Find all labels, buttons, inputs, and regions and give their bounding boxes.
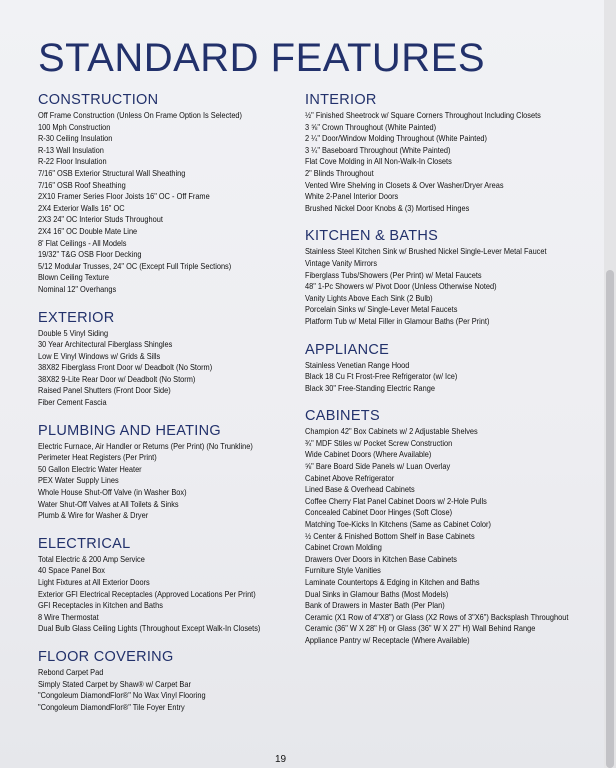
- feature-item: 2X4 Exterior Walls 16" OC: [38, 202, 125, 213]
- feature-item: Vanity Lights Above Each Sink (2 Bulb): [305, 292, 433, 303]
- section-exterior: [38, 310, 303, 409]
- feature-item: Cabinet Crown Molding: [305, 542, 382, 553]
- feature-item: "Congoleum DiamondFlor®" Tile Foyer Entry: [38, 701, 185, 712]
- feature-item: Water Shut-Off Valves at All Toilets & Sinks: [38, 498, 179, 509]
- section-heading: PLUMBING AND HEATING: [38, 422, 221, 439]
- feature-item: 40 Space Panel Box: [38, 565, 105, 576]
- feature-item: ¾" MDF Stiles w/ Pocket Screw Construction: [305, 437, 453, 448]
- feature-item: 19/32" T&G OSB Floor Decking: [38, 249, 142, 260]
- feature-item: Nominal 12" Overhangs: [38, 283, 117, 294]
- section-electrical: [38, 536, 303, 635]
- feature-item: Off Frame Construction (Unless On Frame Option Is Selected): [38, 110, 243, 120]
- section-heading: EXTERIOR: [38, 309, 115, 326]
- feature-list: [38, 441, 303, 522]
- feature-item: Lined Base & Overhead Cabinets: [305, 484, 415, 495]
- feature-item: Matching Toe-Kicks In Kitchens (Same as Cabinet Color): [305, 519, 491, 530]
- feature-item: 2 ¼" Door/Window Molding Throughout (White Painted): [305, 133, 488, 144]
- feature-item: 2" Blinds Throughout: [305, 167, 374, 178]
- feature-item: Fiber Cement Fascia: [38, 397, 107, 408]
- feature-item: ⅝" Bare Board Side Panels w/ Luan Overlay: [305, 461, 451, 472]
- feature-item: Laminate Countertops & Edging in Kitchen and Baths: [305, 577, 480, 587]
- feature-item: 38X82 Fiberglass Front Door w/ Deadbolt (No Storm): [38, 362, 213, 373]
- feature-item: Coffee Cherry Flat Panel Cabinet Doors w/ 2-Hole Pulls: [305, 495, 487, 506]
- feature-item: ½" Finished Sheetrock w/ Square Corners Throughout Including Closets: [305, 110, 541, 120]
- feature-item: 8 Wire Thermostat: [38, 611, 99, 622]
- feature-item: Plumb & Wire for Washer & Dryer: [38, 510, 149, 521]
- feature-item: Ceramic (X1 Row of 4"X8") or Glass (X2 Rows of 3"X6") Backsplash Throughout: [305, 611, 569, 622]
- feature-list: [38, 554, 303, 635]
- section-heading: APPLIANCE: [305, 341, 390, 358]
- feature-item: Platform Tub w/ Metal Filler in Glamour Baths (Per Print): [305, 315, 490, 326]
- feature-item: Brushed Nickel Door Knobs & (3) Mortised Hinges: [305, 202, 470, 213]
- section-heading: CABINETS: [305, 408, 380, 425]
- feature-item: Stainless Venetian Range Hood: [305, 359, 410, 370]
- feature-item: Light Fixtures at All Exterior Doors: [38, 577, 150, 587]
- section-cabinets: [305, 408, 595, 646]
- section-heading: FLOOR COVERING: [38, 648, 174, 665]
- feature-item: 30 Year Architectural Fiberglass Shingles: [38, 339, 173, 350]
- feature-item: 2X10 Framer Series Floor Joists 16" OC - Off Frame: [38, 191, 210, 202]
- feature-item: Ceramic (36" W X 28" H) or Glass (36" W X 27" H) Wall Behind Range: [305, 623, 536, 634]
- feature-item: ½ Center & Finished Bottom Shelf in Base Cabinets: [305, 530, 475, 541]
- feature-item: Champion 42" Box Cabinets w/ 2 Adjustable Shelves: [305, 426, 478, 437]
- left-column: [38, 92, 303, 727]
- feature-item: Appliance Pantry w/ Receptacle (Where Available): [305, 634, 470, 645]
- feature-item: Bank of Drawers in Master Bath (Per Plan): [305, 600, 445, 611]
- page-title: STANDARD FEATURES: [38, 36, 486, 80]
- feature-list: [38, 110, 303, 296]
- feature-item: R-30 Ceiling Insulation: [38, 133, 113, 144]
- feature-list: [305, 360, 595, 395]
- section-kitchen-baths: [305, 228, 595, 327]
- feature-list: [305, 246, 595, 327]
- section-floor-covering: [38, 649, 303, 713]
- feature-item: Simply Stated Carpet by Shaw® w/ Carpet Bar: [38, 678, 191, 689]
- feature-item: "Congoleum DiamondFlor®" No Wax Vinyl Flooring: [38, 690, 206, 701]
- feature-item: Drawers Over Doors in Kitchen Base Cabinets: [305, 553, 457, 564]
- section-construction: [38, 92, 303, 296]
- feature-item: Stainless Steel Kitchen Sink w/ Brushed Nickel Single-Lever Metal Faucet: [305, 246, 547, 257]
- vertical-scrollbar[interactable]: [604, 0, 616, 768]
- feature-item: Black 18 Cu Ft Frost-Free Refrigerator (w/ Ice): [305, 371, 458, 382]
- feature-item: R-13 Wall Insulation: [38, 144, 104, 155]
- section-heading: ELECTRICAL: [38, 535, 131, 552]
- section-plumbing-and-heating: [38, 423, 303, 522]
- feature-item: Wide Cabinet Doors (Where Available): [305, 449, 432, 460]
- feature-item: Vintage Vanity Mirrors: [305, 257, 378, 268]
- feature-item: 5/12 Modular Trusses, 24" OC (Except Full Triple Sections): [38, 260, 232, 271]
- feature-item: PEX Water Supply Lines: [38, 475, 119, 486]
- feature-item: 50 Gallon Electric Water Heater: [38, 463, 142, 474]
- feature-item: Dual Bulb Glass Ceiling Lights (Throughout Except Walk-In Closets): [38, 623, 261, 634]
- feature-item: Rebond Carpet Pad: [38, 666, 104, 677]
- feature-item: 48" 1-Pc Showers w/ Pivot Door (Unless Otherwise Noted): [305, 281, 497, 292]
- feature-item: 2X3 24" OC Interior Studs Throughout: [38, 214, 163, 225]
- feature-item: GFI Receptacles in Kitchen and Baths: [38, 600, 163, 611]
- feature-item: White 2-Panel Interior Doors: [305, 191, 399, 202]
- feature-item: Electric Furnace, Air Handler or Returns (Per Print) (No Trunkline): [38, 440, 253, 451]
- feature-item: Black 30" Free-Standing Electric Range: [305, 382, 435, 393]
- feature-list: [305, 426, 595, 646]
- section-interior: [305, 92, 595, 214]
- section-appliance: [305, 342, 595, 395]
- feature-item: 3 ¼" Baseboard Throughout (White Painted): [305, 144, 451, 155]
- section-heading: KITCHEN & BATHS: [305, 228, 439, 245]
- scrollbar-thumb[interactable]: [606, 270, 614, 768]
- page-number: 19: [275, 754, 287, 765]
- feature-item: Exterior GFI Electrical Receptacles (Approved Locations Per Print): [38, 588, 256, 599]
- feature-item: 2X4 16" OC Double Mate Line: [38, 225, 138, 236]
- feature-item: Flat Cove Molding in All Non-Walk-In Closets: [305, 156, 452, 167]
- feature-item: 3 ⅝" Crown Throughout (White Painted): [305, 121, 437, 132]
- feature-item: Double 5 Vinyl Siding: [38, 327, 109, 338]
- feature-item: 7/16" OSB Exterior Structural Wall Sheathing: [38, 167, 186, 178]
- feature-item: Total Electric & 200 Amp Service: [38, 553, 145, 564]
- feature-item: 8' Flat Ceilings - All Models: [38, 237, 127, 248]
- feature-item: Fiberglass Tubs/Showers (Per Print) w/ Metal Faucets: [305, 269, 482, 280]
- feature-item: Raised Panel Shutters (Front Door Side): [38, 385, 171, 396]
- feature-item: 100 Mph Construction: [38, 121, 111, 132]
- feature-item: Cabinet Above Refrigerator: [305, 472, 395, 483]
- feature-item: Dual Sinks in Glamour Baths (Most Models): [305, 588, 449, 599]
- feature-item: Blown Ceiling Texture: [38, 272, 109, 283]
- feature-item: Perimeter Heat Registers (Per Print): [38, 452, 157, 463]
- feature-list: [38, 667, 303, 713]
- feature-item: R-22 Floor Insulation: [38, 156, 107, 167]
- feature-item: Concealed Cabinet Door Hinges (Soft Close): [305, 507, 453, 518]
- section-heading: INTERIOR: [305, 92, 377, 108]
- section-heading: CONSTRUCTION: [38, 92, 159, 108]
- feature-item: Vented Wire Shelving in Closets & Over Washer/Dryer Areas: [305, 179, 504, 190]
- feature-item: Furniture Style Vanities: [305, 565, 381, 576]
- feature-item: Whole House Shut-Off Valve (in Washer Box): [38, 487, 187, 498]
- feature-item: Low E Vinyl Windows w/ Grids & Sills: [38, 350, 161, 361]
- feature-item: Porcelain Sinks w/ Single-Lever Metal Faucets: [305, 304, 458, 315]
- feature-item: 7/16" OSB Roof Sheathing: [38, 179, 126, 190]
- feature-list: [38, 328, 303, 409]
- right-column: [305, 92, 595, 661]
- feature-item: 38X82 9-Lite Rear Door w/ Deadbolt (No Storm): [38, 373, 196, 384]
- feature-list: [305, 110, 595, 214]
